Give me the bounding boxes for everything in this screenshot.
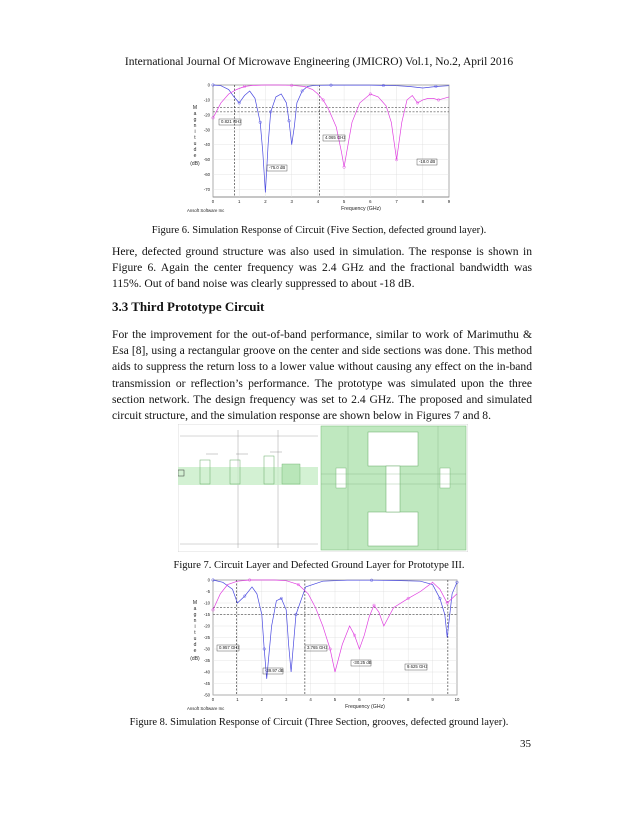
fig6-x-tick-label: 7 [395,199,398,204]
paragraph-third-prototype: For the improvement for the out-of-band performance, similar to work of Marimuthu & Esa [8], using a rectangular groove on the center and side sections was done. This method aids to suppress the return loss to a lower value without causing any effect on the in-band transmission or reflection’s performance. The prototype was simulated upon the three section network. The design frequency was set to 2.4 GHz. The proposed and simulated circuit structure, and the simulation response are shown below in Figures 7 and 8. [112,328,532,423]
fig8-x-tick-label: 3 [285,697,288,702]
fig8-y-tick-label: -10 [203,600,210,606]
figure-8 [183,575,469,720]
fig6-ylabel-letter: d [193,147,197,153]
fig8-y-tick-label: 0 [207,577,210,583]
fig6-y-tick-label: -40 [203,142,210,148]
fig8-ylabel-letter: g [193,612,197,618]
fig6-ylabel-letter: a [193,111,197,117]
fig6-y-tick-label: -60 [203,172,210,178]
fig6-ylabel-letter: i [194,129,196,135]
fig8-y-tick-label: -5 [206,589,210,594]
fig8-watermark: Ansoft Software Inc [187,706,225,711]
fig6-x-tick-label: 2 [264,199,267,204]
fig8-marker-label: 9.625 GHz [407,664,428,669]
fig8-marker-label: -39.97 dB [265,668,284,673]
fig8-marker-label: 3.765 GHz [307,645,328,650]
fig6-watermark: Ansoft Software Inc [187,208,225,213]
fig8-ylabel-letter: a [193,606,197,612]
fig6-marker-label: 0.821 GHz [221,119,242,124]
fig8-x-tick-label: 4 [309,697,312,702]
fig8-ylabel-letter: t [194,630,196,636]
fig8-x-tick-label: 8 [407,697,410,702]
fig8-y-tick-label: -25 [203,635,210,640]
fig8-x-tick-label: 9 [431,697,434,702]
fig6-y-tick-label: -50 [203,157,210,163]
fig8-y-tick-label: -35 [203,658,210,663]
ground-slot-bottom [368,512,418,546]
fig8-x-axis-label: Frequency (GHz) [345,704,385,710]
fig6-y-tick-label: -70 [203,187,210,193]
figure-6-chart [183,79,463,217]
fig8-ylabel-letter: u [193,636,197,642]
fig8-y-tick-label: -40 [203,669,210,675]
fig6-ylabel-letter: n [193,123,197,129]
figure-7 [178,424,468,557]
fig6-x-axis-label: Frequency (GHz) [341,206,381,212]
fig8-marker-label: -30.25 dB [353,660,372,665]
fig8-x-tick-label: 10 [454,697,460,702]
fig6-x-tick-label: 0 [211,199,215,204]
fig8-y-unit: (dB) [190,656,200,662]
fig6-ylabel-letter: e [193,153,197,159]
fig6-x-tick-label: 8 [421,199,424,204]
fig8-y-tick-label: -50 [203,692,210,698]
fig8-ylabel-letter: i [194,624,196,630]
ground-slot-neck [386,466,400,512]
figure-8-chart [183,575,469,715]
fig8-y-tick-label: -30 [203,646,210,652]
ground-cut-right [440,468,450,488]
fig6-y-tick-label: -20 [203,112,210,118]
fig8-ylabel-letter: d [193,642,197,648]
figure-7-caption: Figure 7. Circuit Layer and Defected Ground Layer for Prototype III. [173,560,465,571]
fig6-marker-label: -75.0 dB [269,165,286,170]
section-title: 3.3 Third Prototype Circuit [112,299,265,314]
fig6-ylabel-letter: t [194,135,196,141]
fig6-y-tick-label: -30 [203,127,210,133]
fig8-x-tick-label: 6 [358,697,361,702]
paragraph-defected-ground: Here, defected ground structure was also used in simulation. The response is shown in Figure 6. Again the center frequency was 2.4 GHz and the fractional bandwidth was 115%. Out of band noise was clearly suppressed to about -18 dB. [112,245,532,291]
fig8-ylabel-letter: M [192,600,198,606]
fig6-ylabel-letter: M [192,105,198,111]
fig6-marker-label: -18.0 dB [419,159,436,164]
fig6-x-tick-label: 3 [290,199,293,204]
fig6-x-tick-label: 9 [447,199,451,204]
fig8-ylabel-letter: e [193,648,197,654]
fig6-x-tick-label: 6 [369,199,372,204]
ground-slot-top [368,432,418,466]
figure-6-caption: Figure 6. Simulation Response of Circuit (Five Section, defected ground layer). [151,225,487,236]
fig6-ylabel-letter: g [193,117,197,123]
fig8-y-tick-label: -20 [203,623,210,629]
fig6-x-tick-label: 5 [342,199,346,204]
fig8-y-tick-label: -45 [203,681,210,686]
page-number: 35 [520,738,531,750]
fig6-y-unit: (dB) [190,161,200,167]
fig8-x-tick-label: 2 [260,697,263,702]
fig8-ylabel-letter: n [193,618,197,624]
ground-cut-left [336,468,346,488]
fig8-y-tick-label: -15 [203,612,210,617]
fig8-marker-label: 0.957 GHz [219,645,240,650]
stub-4 [282,464,300,484]
fig6-x-tick-label: 1 [238,199,241,204]
fig8-x-tick-label: 1 [236,697,239,702]
fig6-marker-label: 4.065 GHz [325,135,346,140]
journal-header: International Journal Of Microwave Engineering (JMICRO) Vol.1, No.2, April 2016 [124,56,514,68]
fig6-ylabel-letter: u [193,141,197,147]
fig6-x-tick-label: 4 [316,199,320,204]
fig6-y-tick-label: -10 [203,97,210,103]
figure-6 [183,79,463,222]
fig6-y-tick-label: 0 [207,82,210,88]
figure-7-layout-drawing [178,424,468,552]
fig8-x-tick-label: 7 [382,697,385,702]
fig8-x-tick-label: 5 [333,697,337,702]
fig8-x-tick-label: 0 [211,697,215,702]
figure-8-caption: Figure 8. Simulation Response of Circuit (Three Section, grooves, defected ground layer). [129,717,509,728]
